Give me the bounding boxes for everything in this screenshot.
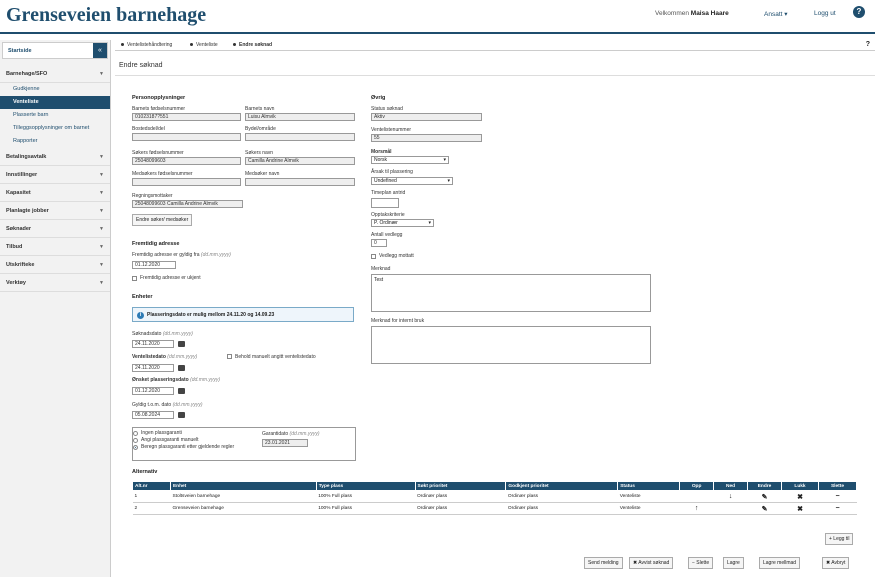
- section-heading-other: Øvrig: [371, 95, 386, 101]
- label: Opptakskriterie: [371, 212, 405, 218]
- top-bar: [0, 0, 875, 34]
- info-banner: i Plasseringsdato er mulig mellom 24.11.20 og 14.09.23: [132, 307, 354, 322]
- sidebar-section-utskrifteke[interactable]: Utskrifteke ▼: [0, 256, 110, 274]
- manual-guarantee-radio[interactable]: [133, 438, 138, 443]
- label: Morsmål: [371, 149, 392, 155]
- address-unknown-checkbox[interactable]: [132, 276, 137, 281]
- label: Fremtidig adresse er ukjent: [140, 275, 201, 281]
- label: Merknad: [371, 266, 391, 272]
- breadcrumb-item-current: Endre søknad: [233, 42, 272, 48]
- schedule-input[interactable]: [371, 198, 399, 208]
- billing-recipient-field[interactable]: 25048099603 Camilla Andrine Almvik: [132, 200, 243, 208]
- applicant-ssn-field[interactable]: 25048099603: [132, 157, 241, 165]
- label: Barnets navn: [245, 106, 275, 112]
- cell: Venteliste: [618, 491, 680, 503]
- chevron-down-icon: ▼: [99, 190, 104, 196]
- column-header: Ned: [714, 482, 748, 491]
- column-header: Enhet: [170, 482, 316, 491]
- chevron-down-icon: ▼: [99, 280, 104, 286]
- valid-until-date-input[interactable]: 05.08.2024: [132, 411, 174, 419]
- cell: Stoltsveien barnehage: [170, 491, 316, 503]
- calculated-guarantee-radio[interactable]: [133, 445, 138, 450]
- label: Regningsmottaker: [132, 193, 173, 199]
- add-alternative-button[interactable]: + Legg til: [825, 533, 853, 545]
- sidebar-section-innstillinger[interactable]: Innstillinger ▼: [0, 166, 110, 184]
- keep-waitlist-date-checkbox[interactable]: [227, 354, 232, 359]
- sidebar-section-soknader[interactable]: Søknader ▼: [0, 220, 110, 238]
- sidebar-section-betaling[interactable]: Betalingsavtalk ▼: [0, 148, 110, 166]
- section-heading-alternatives: Alternativ: [132, 469, 158, 475]
- placement-reason-select[interactable]: Undefined ▾: [371, 177, 453, 185]
- desired-placement-date-input[interactable]: 01.12.2020: [132, 387, 174, 395]
- guarantee-date-input[interactable]: 23.01.2021: [262, 439, 308, 447]
- cell: 100% Full plass: [316, 491, 415, 503]
- label: Ventelistenummer: [371, 127, 412, 133]
- label: Bydel/område: [245, 126, 276, 132]
- save-and-close-button[interactable]: Lagre mellmad: [759, 557, 800, 569]
- child-ssn-field[interactable]: 01023187?551: [132, 113, 241, 121]
- table-header-row: [133, 482, 857, 491]
- label: Behold manuelt angitt ventelistedato: [235, 354, 316, 360]
- column-header: Endre: [748, 482, 782, 491]
- chevron-down-icon: ▼: [99, 244, 104, 250]
- label: Status søknad: [371, 106, 403, 112]
- admission-criterion-select[interactable]: P. Ordinær ▾: [371, 219, 434, 227]
- alternatives-table: [132, 481, 857, 515]
- form-area: [115, 78, 875, 577]
- page-title: Endre søknad: [119, 62, 163, 69]
- section-heading-units: Enheter: [132, 294, 153, 300]
- user-name: Maisa Haare: [690, 10, 729, 17]
- sidebar: [0, 40, 111, 577]
- column-header: Alt.nr: [133, 482, 171, 491]
- chevron-down-icon: ▼: [99, 172, 104, 178]
- chevron-down-icon: ▼: [99, 71, 104, 77]
- reject-application-button[interactable]: ✖ Avvist søknad: [629, 557, 673, 569]
- application-date-input[interactable]: 24.11.2020: [132, 340, 174, 348]
- coapplicant-ssn-field[interactable]: [132, 178, 241, 186]
- cell: Ordinær plass: [415, 491, 506, 503]
- page-header: [115, 56, 875, 76]
- chevron-down-icon: ▼: [99, 154, 104, 160]
- column-header: Godkjent prioritet: [506, 482, 618, 491]
- cancel-button[interactable]: ✖ Avbryt: [822, 557, 849, 569]
- breadcrumb-item[interactable]: Venteliste: [190, 42, 218, 48]
- logout-link[interactable]: Logg ut: [814, 10, 836, 17]
- role-menu[interactable]: Ansatt ▾: [764, 11, 788, 18]
- label: Ønsket plasseringsdato (dd.mm.yyyy): [132, 377, 221, 383]
- label: Gyldig t.o.m. dato (dd.mm.yyyy): [132, 402, 203, 408]
- label: Beregn plassgaranti etter gjeldende regler: [141, 444, 235, 450]
- move-down-icon[interactable]: [714, 503, 748, 515]
- table-row: [133, 503, 857, 515]
- waitlist-date-input[interactable]: 24.11.2020: [132, 364, 174, 372]
- label: Timeplan antrid: [371, 190, 406, 196]
- label: Garantidato (dd.mm.yyyy): [262, 431, 320, 437]
- app-title: Grenseveien barnehage: [6, 4, 207, 26]
- column-header: Type plass: [316, 482, 415, 491]
- label: Ingen plassgaranti: [141, 430, 182, 436]
- label: Medsøkers fødselsnummer: [132, 171, 193, 177]
- sidebar-section-barnehage[interactable]: Barnehage/SFO ▼: [0, 65, 110, 83]
- save-button[interactable]: Lagre: [723, 557, 744, 569]
- attachment-count-input[interactable]: 0: [371, 239, 387, 247]
- applicant-name-field[interactable]: Camilla Andrine Almvik: [245, 157, 355, 165]
- label: Bostedsdel/del: [132, 126, 165, 132]
- internal-remark-textarea[interactable]: [371, 326, 651, 364]
- edit-icon[interactable]: ✎: [748, 503, 782, 515]
- label: Søkers navn: [245, 150, 274, 156]
- sidebar-item-plasserte-barn[interactable]: Plasserte barn: [13, 112, 49, 118]
- help-icon[interactable]: ?: [853, 6, 865, 18]
- label: Søknadsdato (dd.mm.yyyy): [132, 331, 193, 337]
- edit-icon[interactable]: ✎: [748, 491, 782, 503]
- calendar-icon[interactable]: [178, 388, 185, 394]
- calendar-icon[interactable]: [178, 412, 185, 418]
- close-icon[interactable]: ✖: [782, 503, 819, 515]
- sidebar-item-godkjenne[interactable]: Gudkjenne: [13, 86, 40, 92]
- chevron-down-icon: ▼: [99, 262, 104, 268]
- info-icon: i: [137, 312, 144, 319]
- section-heading-address: Fremtidig adresse: [132, 241, 180, 247]
- sidebar-item-tilleggsopplysninger[interactable]: Tilleggsopplysninger om barnet: [13, 125, 90, 131]
- remark-textarea[interactable]: Test: [371, 274, 651, 312]
- label: Årsak til plassering: [371, 169, 413, 175]
- collapse-sidebar-button[interactable]: «: [93, 43, 107, 58]
- cell: Grenseveien barnehage: [170, 503, 316, 515]
- cell: Venteliste: [618, 503, 680, 515]
- change-applicant-button[interactable]: Endre søker/ medsøker: [132, 214, 192, 226]
- breadcrumb-item[interactable]: Ventelistehåndtering: [121, 42, 172, 48]
- section-heading-person: Personopplysninger: [132, 95, 186, 101]
- chevron-down-icon: ▼: [99, 226, 104, 232]
- cell: 100% Full plass: [316, 503, 415, 515]
- label: Angi plassgaranti manuelt: [141, 437, 199, 443]
- label: Søkers fødselsnummer: [132, 150, 184, 156]
- sidebar-section-verktoy[interactable]: Verktøy ▼: [0, 274, 110, 292]
- sidebar-startside[interactable]: Startside «: [2, 42, 108, 59]
- welcome-text: Velkommen Maisa Haare: [655, 10, 729, 17]
- child-name-field[interactable]: Luisu Almvik: [245, 113, 355, 121]
- sidebar-section-kapasitet[interactable]: Kapasitet ▼: [0, 184, 110, 202]
- future-address-date-input[interactable]: 01.12.2020: [132, 261, 176, 269]
- sidebar-section-tilbud[interactable]: Tilbud ▼: [0, 238, 110, 256]
- waitlist-number-field: 55: [371, 134, 482, 142]
- calendar-icon[interactable]: [178, 365, 185, 371]
- column-header: Status: [618, 482, 680, 491]
- move-up-icon[interactable]: [680, 491, 714, 503]
- column-header: Søkt prioritet: [415, 482, 506, 491]
- table-row: [133, 491, 857, 503]
- cell: Ordinær plass: [506, 503, 618, 515]
- coapplicant-name-field[interactable]: [245, 178, 355, 186]
- label: Vedlegg mottatt: [379, 253, 414, 259]
- help-icon[interactable]: ?: [865, 41, 870, 48]
- delete-icon[interactable]: −: [818, 503, 856, 515]
- attachment-received-checkbox[interactable]: [371, 254, 376, 259]
- delete-icon[interactable]: −: [818, 491, 856, 503]
- column-header: Lukk: [782, 482, 819, 491]
- sidebar-item-venteliste[interactable]: Venteliste: [0, 96, 110, 109]
- label: Barnets fødselsnummer: [132, 106, 186, 112]
- calendar-icon[interactable]: [178, 341, 185, 347]
- application-status-field: Aktiv: [371, 113, 482, 121]
- cell: 2: [133, 503, 171, 515]
- label: Merknad for internt bruk: [371, 318, 425, 324]
- chevron-down-icon: ▼: [99, 208, 104, 214]
- delete-button[interactable]: − Slette: [688, 557, 713, 569]
- column-header: Slette: [818, 482, 856, 491]
- send-message-button[interactable]: Send melding: [584, 557, 623, 569]
- cell: Ordinær plass: [506, 491, 618, 503]
- move-up-icon[interactable]: ↑: [680, 503, 714, 515]
- label: Medsøker navn: [245, 171, 280, 177]
- close-icon[interactable]: ✖: [782, 491, 819, 503]
- borough-field[interactable]: [245, 133, 355, 141]
- no-guarantee-radio[interactable]: [133, 431, 138, 436]
- cell: 1: [133, 491, 171, 503]
- label: Antall vedlegg: [371, 232, 403, 238]
- cell: Ordinær plass: [415, 503, 506, 515]
- residence-district-field[interactable]: [132, 133, 241, 141]
- column-header: Opp: [680, 482, 714, 491]
- breadcrumb: [115, 40, 875, 51]
- label: Fremtidig adresse er gyldig fra (dd.mm.yyyy): [132, 252, 231, 258]
- sidebar-item-rapporter[interactable]: Rapporter: [13, 138, 38, 144]
- move-down-icon[interactable]: ↓: [714, 491, 748, 503]
- label: Ventelistedato (dd.mm.yyyy): [132, 354, 198, 360]
- sidebar-section-planlagte-jobber[interactable]: Planlagte jobber ▼: [0, 202, 110, 220]
- mother-tongue-select[interactable]: Norsk ▾: [371, 156, 449, 164]
